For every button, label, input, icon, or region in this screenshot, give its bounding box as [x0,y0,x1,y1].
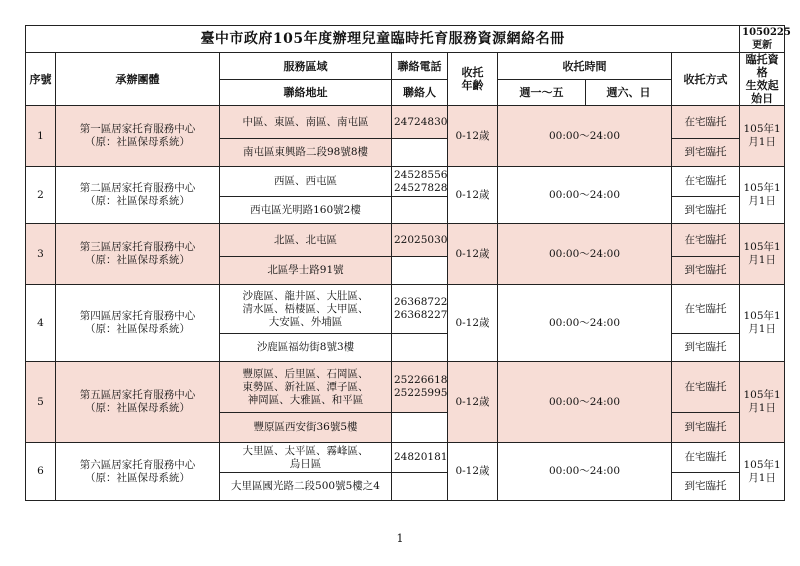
row-org-line: （原：社區保母系統） [85,402,190,414]
row-org-line: （原：社區保母系統） [85,254,190,266]
row-area [220,285,392,334]
row-org [56,443,220,501]
table-row [26,167,785,197]
row-contact [392,413,448,443]
header-contact: 聯絡人 [392,80,448,106]
row-age: 0-12歲 [448,224,498,285]
header-address: 聯絡地址 [220,80,392,106]
row-org [56,224,220,285]
row-seq: 6 [26,443,56,501]
header-effective [740,53,785,106]
row-address: 西屯區光明路160號2樓 [220,197,392,224]
row-contact [392,257,448,285]
table-row [26,362,785,413]
row-age: 0-12歲 [448,443,498,501]
row-area [220,362,392,413]
row-time: 00:00～24:00 [498,167,672,224]
row-phone-line: 26368722 [394,296,448,308]
row-phone [392,167,448,197]
row-area [220,106,392,139]
row-area-line: 清水區、梧棲區、大甲區、 [242,302,369,315]
page-number: 1 [396,532,404,545]
row-method-home: 在宅臨托 [672,106,740,139]
table-row [26,443,785,473]
row-method-home: 在宅臨托 [672,224,740,257]
row-contact [392,473,448,501]
table-row [26,106,785,139]
row-time: 00:00～24:00 [498,285,672,362]
row-time: 00:00～24:00 [498,362,672,443]
row-method-home: 在宅臨托 [672,362,740,413]
row-seq: 2 [26,167,56,224]
row-phone [392,224,448,257]
row-effective: 105年1月1日 [740,167,785,224]
row-time: 00:00～24:00 [498,443,672,501]
row-area [220,443,392,473]
row-area-line: 西區、西屯區 [274,175,337,187]
row-seq: 1 [26,106,56,167]
row-method-visit: 到宅臨托 [672,257,740,285]
row-address: 北區學士路91號 [220,257,392,285]
row-area-line: 北區、北屯區 [274,233,337,246]
row-area-line: 烏日區 [289,457,322,470]
row-time: 00:00～24:00 [498,224,672,285]
resource-table [25,25,791,501]
row-org-line: 第一區居家托育服務中心 [79,123,196,135]
row-area-line: 大安區、外埔區 [268,315,343,328]
row-method-visit: 到宅臨托 [672,334,740,362]
row-phone [392,443,448,473]
row-org [56,285,220,362]
row-address: 南屯區東興路二段98號8樓 [220,139,392,167]
header-method: 收托方式 [672,53,740,106]
row-area-line: 沙鹿區、龍井區、大肚區、 [242,289,369,302]
row-seq: 4 [26,285,56,362]
row-age: 0-12歲 [448,106,498,167]
row-age: 0-12歲 [448,285,498,362]
row-method-home: 在宅臨托 [672,285,740,334]
table-row [26,285,785,334]
row-phone-line: 22025030 [394,233,448,246]
row-org [56,106,220,167]
row-contact [392,139,448,167]
row-time: 00:00～24:00 [498,106,672,167]
row-contact [392,197,448,224]
row-effective: 105年1月1日 [740,443,785,501]
row-area-line: 大里區、太平區、霧峰區、 [242,444,369,457]
row-seq: 5 [26,362,56,443]
row-phone [392,285,448,334]
row-area-line: 神岡區、大雅區、和平區 [247,393,364,406]
row-phone [392,362,448,413]
row-method-visit: 到宅臨托 [672,139,740,167]
header-phone: 聯絡電話 [392,53,448,80]
row-age: 0-12歲 [448,167,498,224]
row-org-line: 第四區居家托育服務中心 [79,310,196,322]
row-phone-line: 24724830 [394,115,448,128]
row-org [56,167,220,224]
row-area-line: 中區、東區、南區、南屯區 [242,115,369,128]
table-row [26,224,785,257]
row-age: 0-12歲 [448,362,498,443]
table-body [26,106,785,501]
row-org-line: 第二區居家托育服務中心 [79,182,196,194]
row-method-home: 在宅臨托 [672,167,740,197]
row-phone-line: 24820181 [394,451,448,463]
row-area-line: 豐原區、后里區、石岡區、 [242,367,369,380]
row-method-visit: 到宅臨托 [672,473,740,501]
header-area: 服務區域 [220,53,392,80]
header-effective-line1: 臨托資格 [745,53,779,79]
row-org-line: （原：社區保母系統） [85,323,190,335]
row-area-line: 東勢區、新社區、潭子區、 [242,380,369,393]
row-org-line: 第五區居家托育服務中心 [79,389,196,401]
row-method-visit: 到宅臨托 [672,413,740,443]
row-area [220,224,392,257]
row-method-visit: 到宅臨托 [672,197,740,224]
updated-date: 1050225更新 [740,26,785,53]
row-phone-line: 25225995 [394,387,448,399]
row-seq: 3 [26,224,56,285]
row-area [220,167,392,197]
header-age-line1: 收托 [461,66,484,79]
row-address: 沙鹿區福幼街8號3樓 [220,334,392,362]
row-effective: 105年1月1日 [740,106,785,167]
row-org-line: 第六區居家托育服務中心 [79,458,196,471]
row-effective: 105年1月1日 [740,285,785,362]
row-org-line: （原：社區保母系統） [85,136,190,148]
row-phone-line: 26368227 [394,309,448,321]
row-phone [392,106,448,139]
row-address: 豐原區西安街36號5樓 [220,413,392,443]
row-effective: 105年1月1日 [740,224,785,285]
row-org [56,362,220,443]
row-phone-line: 24528556 [394,168,448,181]
row-address: 大里區國光路二段500號5樓之4 [220,473,392,501]
row-org-line: （原：社區保母系統） [85,471,190,484]
header-effective-line2: 生效起始日 [745,79,779,105]
page-title: 臺中市政府105年度辦理兒童臨時托育服務資源網絡名冊 [26,26,740,53]
header-weekend: 週六、日 [586,80,672,106]
row-org-line: （原：社區保母系統） [85,195,190,207]
header-age [448,53,498,106]
row-phone-line: 24527828 [394,181,448,194]
header-org: 承辦團體 [56,53,220,106]
header-seq: 序號 [26,53,56,106]
row-method-home: 在宅臨托 [672,443,740,473]
header-time: 收托時間 [498,53,672,80]
header-age-line2: 年齡 [461,79,484,92]
row-org-line: 第三區居家托育服務中心 [79,241,196,253]
row-effective: 105年1月1日 [740,362,785,443]
header-weekday: 週一～五 [498,80,586,106]
row-phone-line: 25226618 [394,374,448,386]
row-contact [392,334,448,362]
